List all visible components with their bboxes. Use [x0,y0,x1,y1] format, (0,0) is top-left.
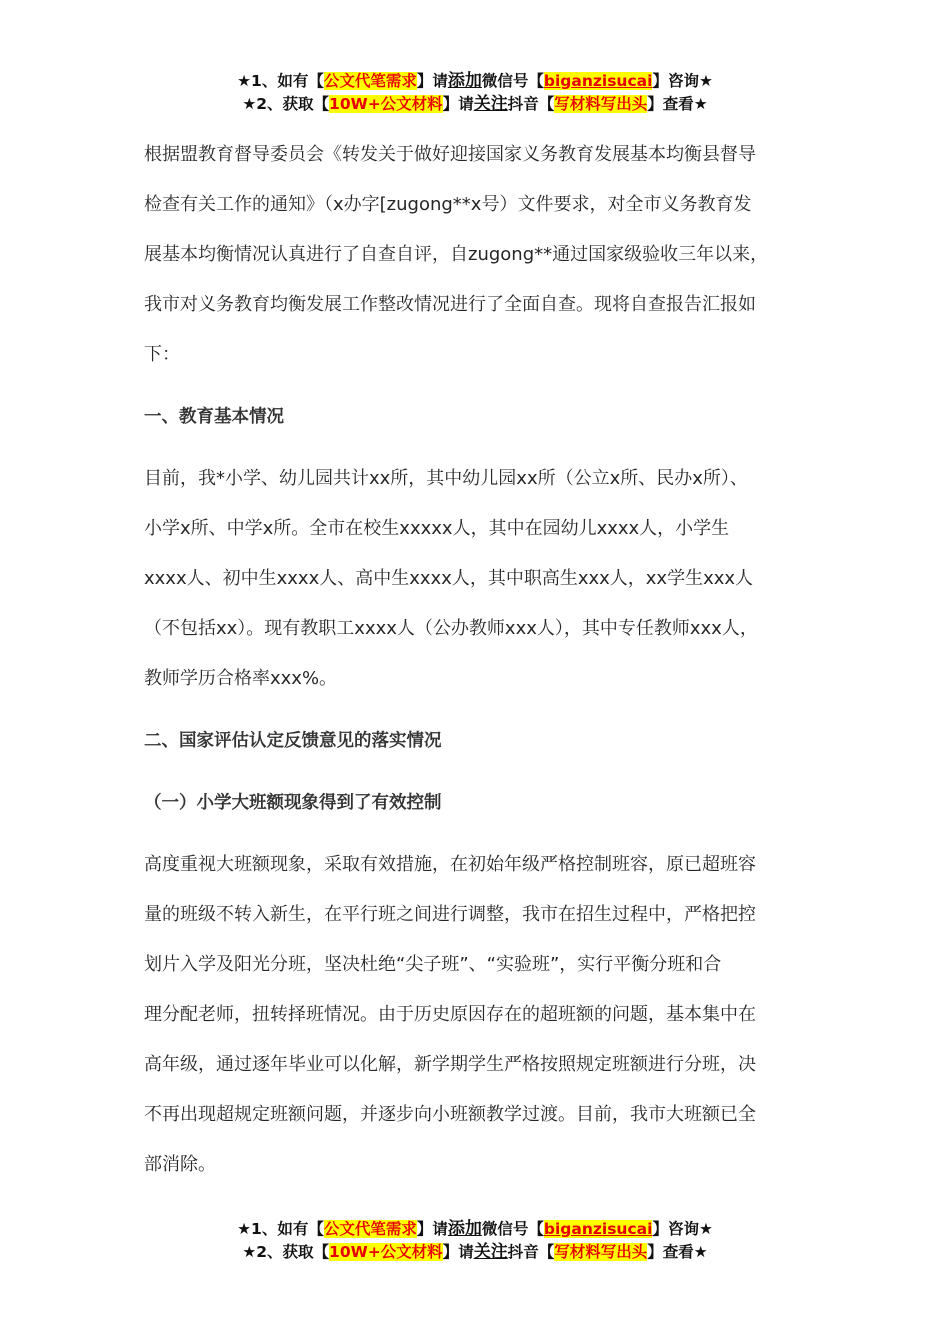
text-line: 教师学历合格率xxx%。 [144,668,338,689]
banner-text: 】请 [416,1220,448,1238]
banner-emphasis: 关注 [473,1242,508,1262]
banner-highlight: 公文代笔需求 [323,72,417,90]
subsection-heading: （一）小学大班额现象得到了有效控制 [144,793,442,813]
wechat-id: biganzisucai [543,72,653,90]
banner-highlight: 10W+公文材料 [329,1243,443,1261]
douyin-account: 写材料写出头 [554,1243,648,1261]
text-line: 理分配老师，扭转择班情况。由于历史原因存在的超班额的问题，基本集中在 [144,1004,756,1025]
banner-line-1 [0,1218,950,1241]
douyin-account: 写材料写出头 [554,95,648,113]
text-line: 展基本均衡情况认真进行了自查自评，自zugong**通过国家级验收三年以来， [144,244,769,265]
text-line: 高度重视大班额现象，采取有效措施，在初始年级严格控制班容，原已超班容 [144,854,756,875]
text-line: 部消除。 [144,1154,216,1175]
banner-text: 】请 [416,72,448,90]
intro-paragraph [144,130,834,380]
banner-text: 抖音【 [507,95,555,113]
banner-emphasis: 关注 [473,94,508,114]
text-line: （不包括xx）。现有教职工xxxx人（公办教师xxx人），其中专任教师xxx人， [144,618,758,639]
footer-banner [0,1218,950,1264]
banner-text: 抖音【 [507,1243,555,1261]
text-line: 小学x所、中学x所。全市在校生xxxxx人，其中在园幼儿xxxx人，小学生 [144,518,730,539]
banner-highlight: 公文代笔需求 [323,1220,417,1238]
banner-text: 】查看★ [647,1243,708,1261]
banner-text: 】查看★ [647,95,708,113]
document-body [144,130,834,1190]
text-line: 划片入学及阳光分班，坚决杜绝“尖子班”、“实验班”，实行平衡分班和合 [144,954,722,975]
text-line: xxxx人、初中生xxxx人、高中生xxxx人，其中职高生xxx人，xx学生xxx人 [144,568,754,589]
text-line: 根据盟教育督导委员会《转发关于做好迎接国家义务教育发展基本均衡县督导 [144,144,756,165]
section-heading: 二、国家评估认定反馈意见的落实情况 [144,731,442,751]
banner-text: 微信号【 [481,72,544,90]
banner-text: 】请 [442,95,474,113]
banner-text: ★2、获取【 [242,95,330,113]
header-banner [0,70,950,116]
banner-highlight: 10W+公文材料 [329,95,443,113]
banner-text: 微信号【 [481,1220,544,1238]
banner-emphasis: 添加 [447,71,482,91]
text-line: 不再出现超规定班额问题，并逐步向小班额教学过渡。目前，我市大班额已全 [144,1104,756,1125]
text-line: 下： [144,344,180,365]
section1-paragraph [144,454,834,704]
banner-line-2 [0,1241,950,1264]
text-line: 量的班级不转入新生，在平行班之间进行调整，我市在招生过程中，严格把控 [144,904,756,925]
text-line: 高年级，通过逐年毕业可以化解，新学期学生严格按照规定班额进行分班，决 [144,1054,756,1075]
banner-text: 】咨询★ [652,1220,713,1238]
text-line: 检查有关工作的通知》（x办字[zugong**x号）文件要求，对全市义务教育发 [144,194,752,215]
banner-text: ★1、如有【 [237,72,324,90]
banner-text: 】咨询★ [652,72,713,90]
wechat-id: biganzisucai [543,1220,653,1238]
section-heading: 一、教育基本情况 [144,407,284,427]
banner-text: ★2、获取【 [242,1243,330,1261]
banner-emphasis: 添加 [447,1219,482,1239]
banner-line-1 [0,70,950,93]
text-line: 我市对义务教育均衡发展工作整改情况进行了全面自查。现将自查报告汇报如 [144,294,756,315]
subsection1-paragraph [144,840,834,1190]
text-line: 目前，我*小学、幼儿园共计xx所，其中幼儿园xx所（公立x所、民办x所）、 [144,468,748,489]
banner-line-2 [0,93,950,116]
banner-text: ★1、如有【 [237,1220,324,1238]
banner-text: 】请 [442,1243,474,1261]
